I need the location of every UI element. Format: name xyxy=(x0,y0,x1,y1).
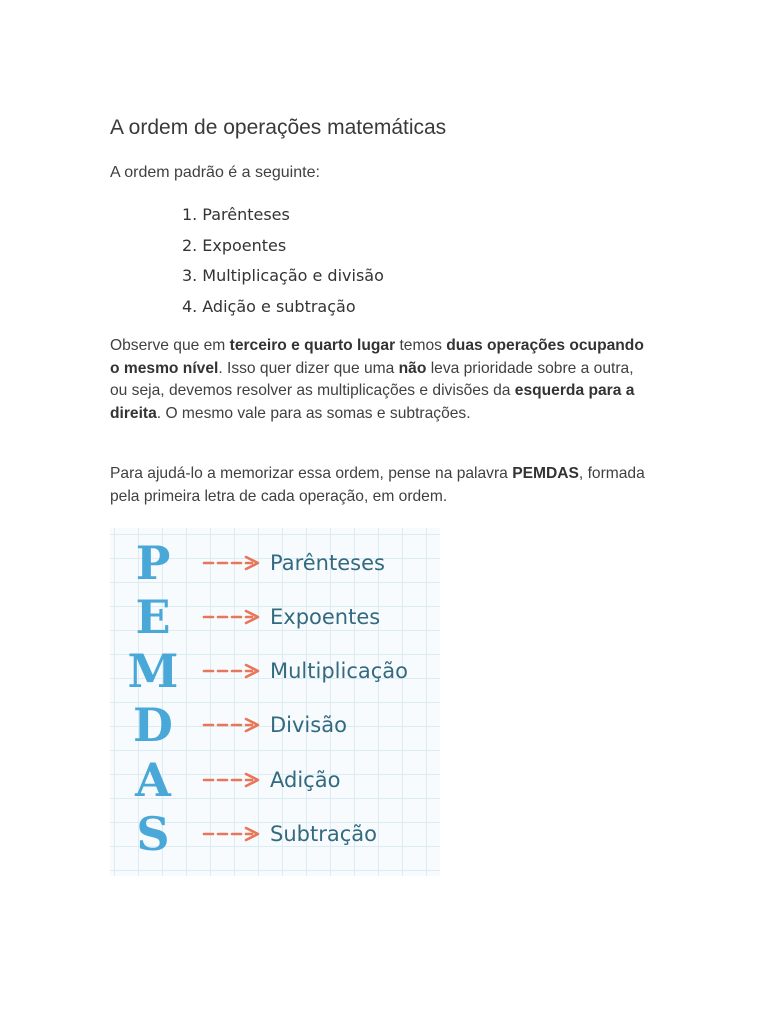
pemdas-word: Expoentes xyxy=(270,605,381,629)
pemdas-word: Divisão xyxy=(270,713,347,737)
bold-text: terceiro e quarto lugar xyxy=(229,337,396,354)
pemdas-word: Parênteses xyxy=(270,551,385,575)
bold-text: PEMDAS xyxy=(512,465,579,482)
dashed-arrow-icon xyxy=(202,772,262,788)
pemdas-letter: D xyxy=(133,698,173,752)
text-span: Para ajudá-lo a memorizar essa ordem, pense na palavra xyxy=(110,465,513,482)
pemdas-letter: A xyxy=(135,753,171,807)
pemdas-row xyxy=(110,753,440,807)
pemdas-word: Multiplicação xyxy=(270,659,409,683)
text-span: . Isso quer dizer que uma xyxy=(218,359,399,377)
list-number: 1. xyxy=(182,205,198,224)
pemdas-row xyxy=(110,536,440,590)
operations-list xyxy=(182,200,384,322)
list-number: 2. xyxy=(182,235,198,255)
dashed-arrow-icon xyxy=(202,826,262,842)
list-text: Adição e subtração xyxy=(202,296,356,316)
text-span: , formada pela primeira letra de cada operação, em ordem. xyxy=(110,465,645,505)
page-title: A ordem de operações matemáticas xyxy=(110,116,447,139)
list-item xyxy=(182,292,384,323)
pemdas-row xyxy=(110,644,440,698)
pemdas-word: Adição xyxy=(270,768,341,792)
list-number: 3. xyxy=(182,266,198,285)
dashed-arrow-icon xyxy=(202,663,262,679)
bold-text: esquerda para a direita xyxy=(110,382,635,422)
pemdas-letter: P xyxy=(135,536,171,590)
text-span: temos xyxy=(395,337,447,354)
pemdas-row xyxy=(110,698,440,752)
text-span: . O mesmo vale para as somas e subtrações. xyxy=(156,404,471,422)
intro-text: A ordem padrão é a seguinte: xyxy=(110,164,320,181)
pemdas-row xyxy=(110,590,440,644)
list-item xyxy=(182,231,384,262)
list-text: Multiplicação e divisão xyxy=(202,266,384,285)
list-number: 4. xyxy=(182,296,198,316)
pemdas-word: Subtração xyxy=(270,822,377,846)
list-item xyxy=(182,261,384,292)
pemdas-letter: E xyxy=(135,590,171,644)
list-item xyxy=(182,200,384,231)
text-span: leva prioridade sobre a outra, ou seja, devemos resolver as multiplicações e divisões da xyxy=(110,359,634,399)
text-span: Observe que em xyxy=(110,337,230,354)
pemdas-illustration xyxy=(110,528,440,876)
list-text: Parênteses xyxy=(202,205,290,224)
paragraph-priority xyxy=(110,335,650,425)
dashed-arrow-icon xyxy=(202,609,262,625)
paragraph-pemdas xyxy=(110,463,650,508)
bold-text: não xyxy=(398,359,427,377)
bold-text: duas operações ocupando o mesmo nível xyxy=(110,337,644,377)
list-text: Expoentes xyxy=(202,235,287,255)
pemdas-letter: S xyxy=(136,807,170,861)
dashed-arrow-icon xyxy=(202,717,262,733)
pemdas-row xyxy=(110,807,440,861)
pemdas-letter: M xyxy=(127,644,179,698)
dashed-arrow-icon xyxy=(202,555,262,571)
